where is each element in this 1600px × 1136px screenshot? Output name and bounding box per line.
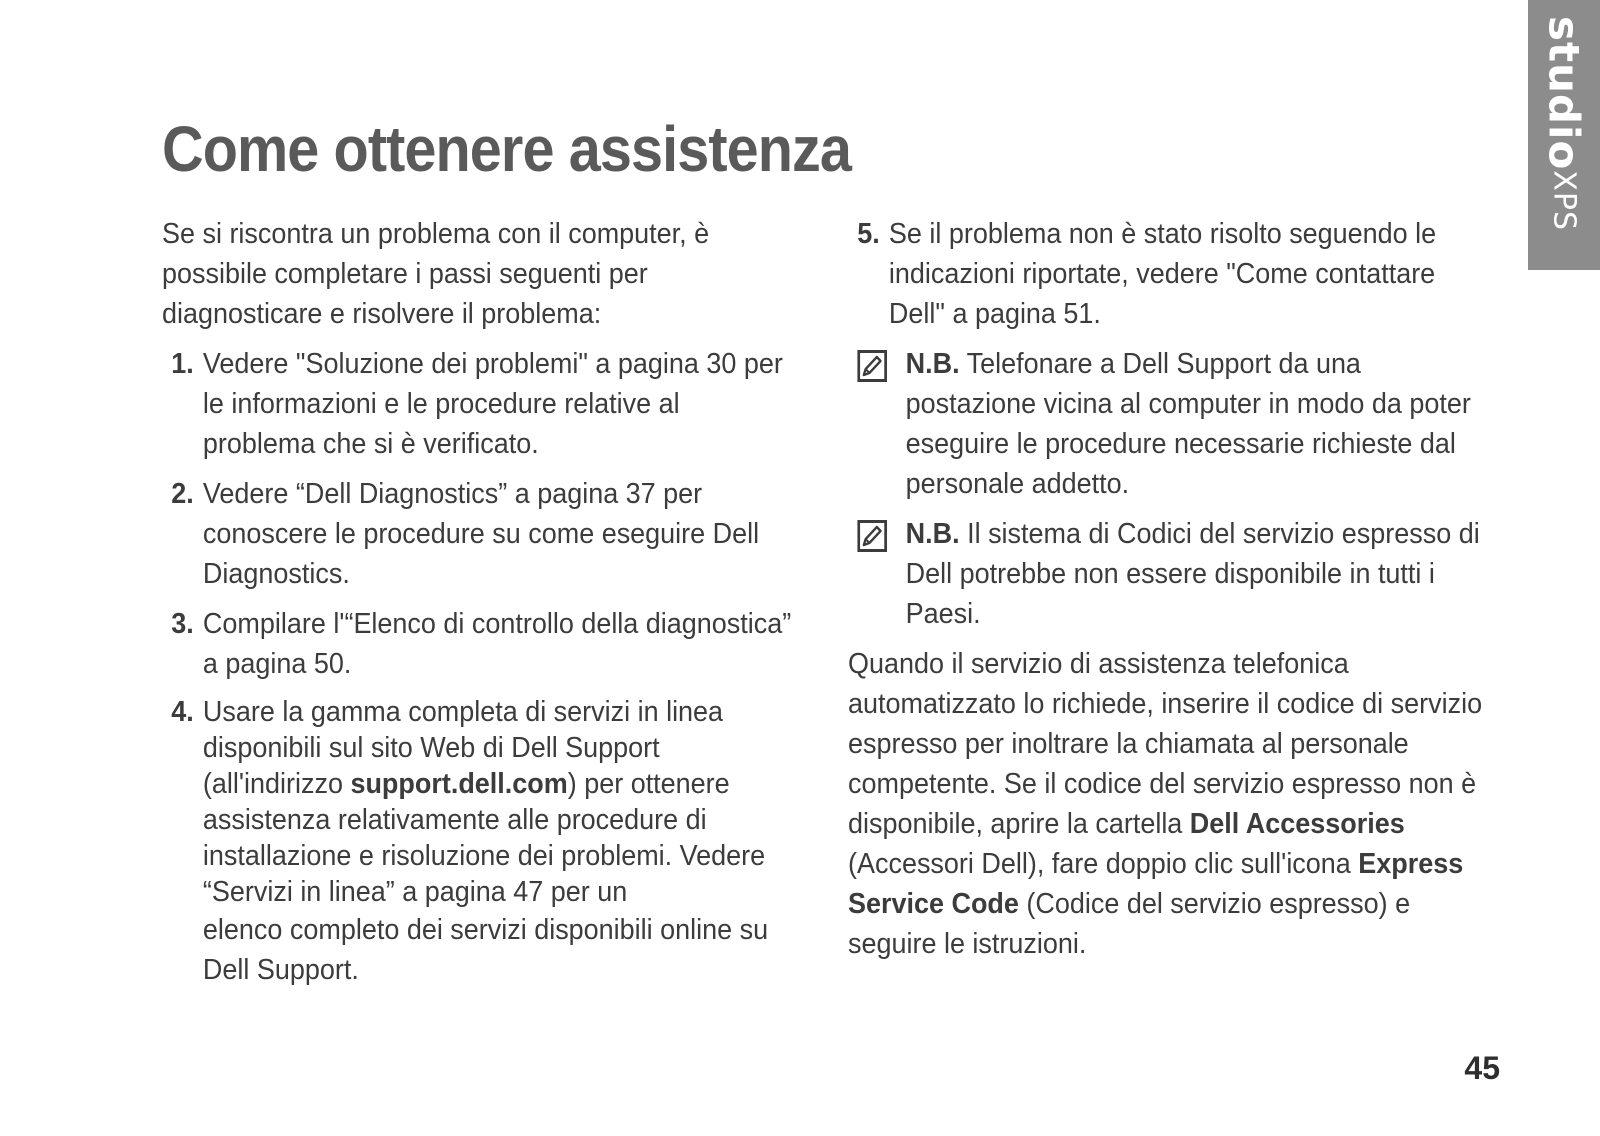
- closing-text: (Codice del servizio espresso) e seguire le istruzioni.: [848, 888, 1411, 960]
- closing-paragraph: [848, 644, 1490, 964]
- step-text-tail: elenco completo dei servizi disponibili online su Dell Support.: [202, 914, 769, 986]
- note-1: [848, 344, 1490, 504]
- express-service-code-label: Express Service Code: [848, 848, 1464, 920]
- step-number: 3.: [171, 608, 194, 640]
- step-3: [162, 604, 794, 684]
- step-number: 5.: [857, 218, 880, 250]
- page-title: Come ottenere assistenza: [162, 113, 852, 185]
- step-text: Vedere “Dell Diagnostics” a pagina 37 per conoscere le procedure su come eseguire Dell Diagnostics.: [202, 478, 760, 590]
- steps-list-continued: [848, 214, 1490, 334]
- note-text: Il sistema di Codici del servizio espresso di Dell potrebbe non essere disponibile in tutti i Paesi.: [905, 518, 1480, 630]
- step-text: Se il problema non è stato risolto seguendo le indicazioni riportate, vedere "Come contattare Dell" a pagina 51.: [888, 218, 1437, 330]
- note-2: [848, 514, 1490, 634]
- closing-text: (Accessori Dell), fare doppio clic sull'icona: [848, 848, 1359, 880]
- step-text: Compilare l'“Elenco di controllo della diagnostica” a pagina 50.: [202, 608, 792, 680]
- step-text: ) per ottenere assistenza relativamente alle procedure di installazione e risoluzione dei problemi. Vedere “Servizi in linea” a pagina 47 per un: [202, 768, 766, 908]
- intro-paragraph: Se si riscontra un problema con il computer, è possibile completare i passi seguenti per diagnosticare e risolvere il problema:: [162, 218, 710, 330]
- step-5: [848, 214, 1490, 334]
- step-number: 1.: [171, 348, 194, 380]
- dell-accessories-label: Dell Accessories: [1189, 808, 1405, 840]
- step-text: Vedere "Soluzione dei problemi" a pagina 30 per le informazioni e le procedure relative al problema che si è verificato.: [202, 348, 783, 460]
- note-label: N.B.: [905, 518, 960, 550]
- pencil-note-icon: [857, 520, 887, 552]
- step-text: Usare la gamma completa di servizi in linea disponibili sul sito Web di Dell Support (all'indirizzo: [202, 696, 724, 800]
- step-number: 4.: [171, 696, 194, 728]
- brand-studio: studio: [1539, 16, 1589, 171]
- side-brand-tab: [1528, 0, 1600, 270]
- note-label: N.B.: [905, 348, 960, 380]
- step-4: [162, 694, 794, 990]
- step-1: [162, 344, 794, 464]
- step-2: [162, 474, 794, 594]
- steps-list: [162, 344, 794, 990]
- right-column: [848, 214, 1490, 974]
- brand-model: XPS: [1546, 170, 1582, 231]
- note-text: Telefonare a Dell Support da una postazione vicina al computer in modo da poter eseguire le procedure necessarie richieste dal personale addetto.: [905, 348, 1471, 500]
- page-number: 45: [1464, 1050, 1500, 1086]
- support-link[interactable]: support.dell.com: [350, 768, 568, 800]
- pencil-note-icon: [857, 350, 887, 382]
- brand-logo: [1540, 16, 1589, 231]
- step-number: 2.: [171, 478, 194, 510]
- closing-text: Quando il servizio di assistenza telefonica automatizzato lo richiede, inserire il codice di servizio espresso per inoltrare la chiamata al personale competente. Se il codice del servizio espresso non è disponibile, aprire la cartella: [848, 648, 1483, 840]
- left-column: [162, 214, 794, 1000]
